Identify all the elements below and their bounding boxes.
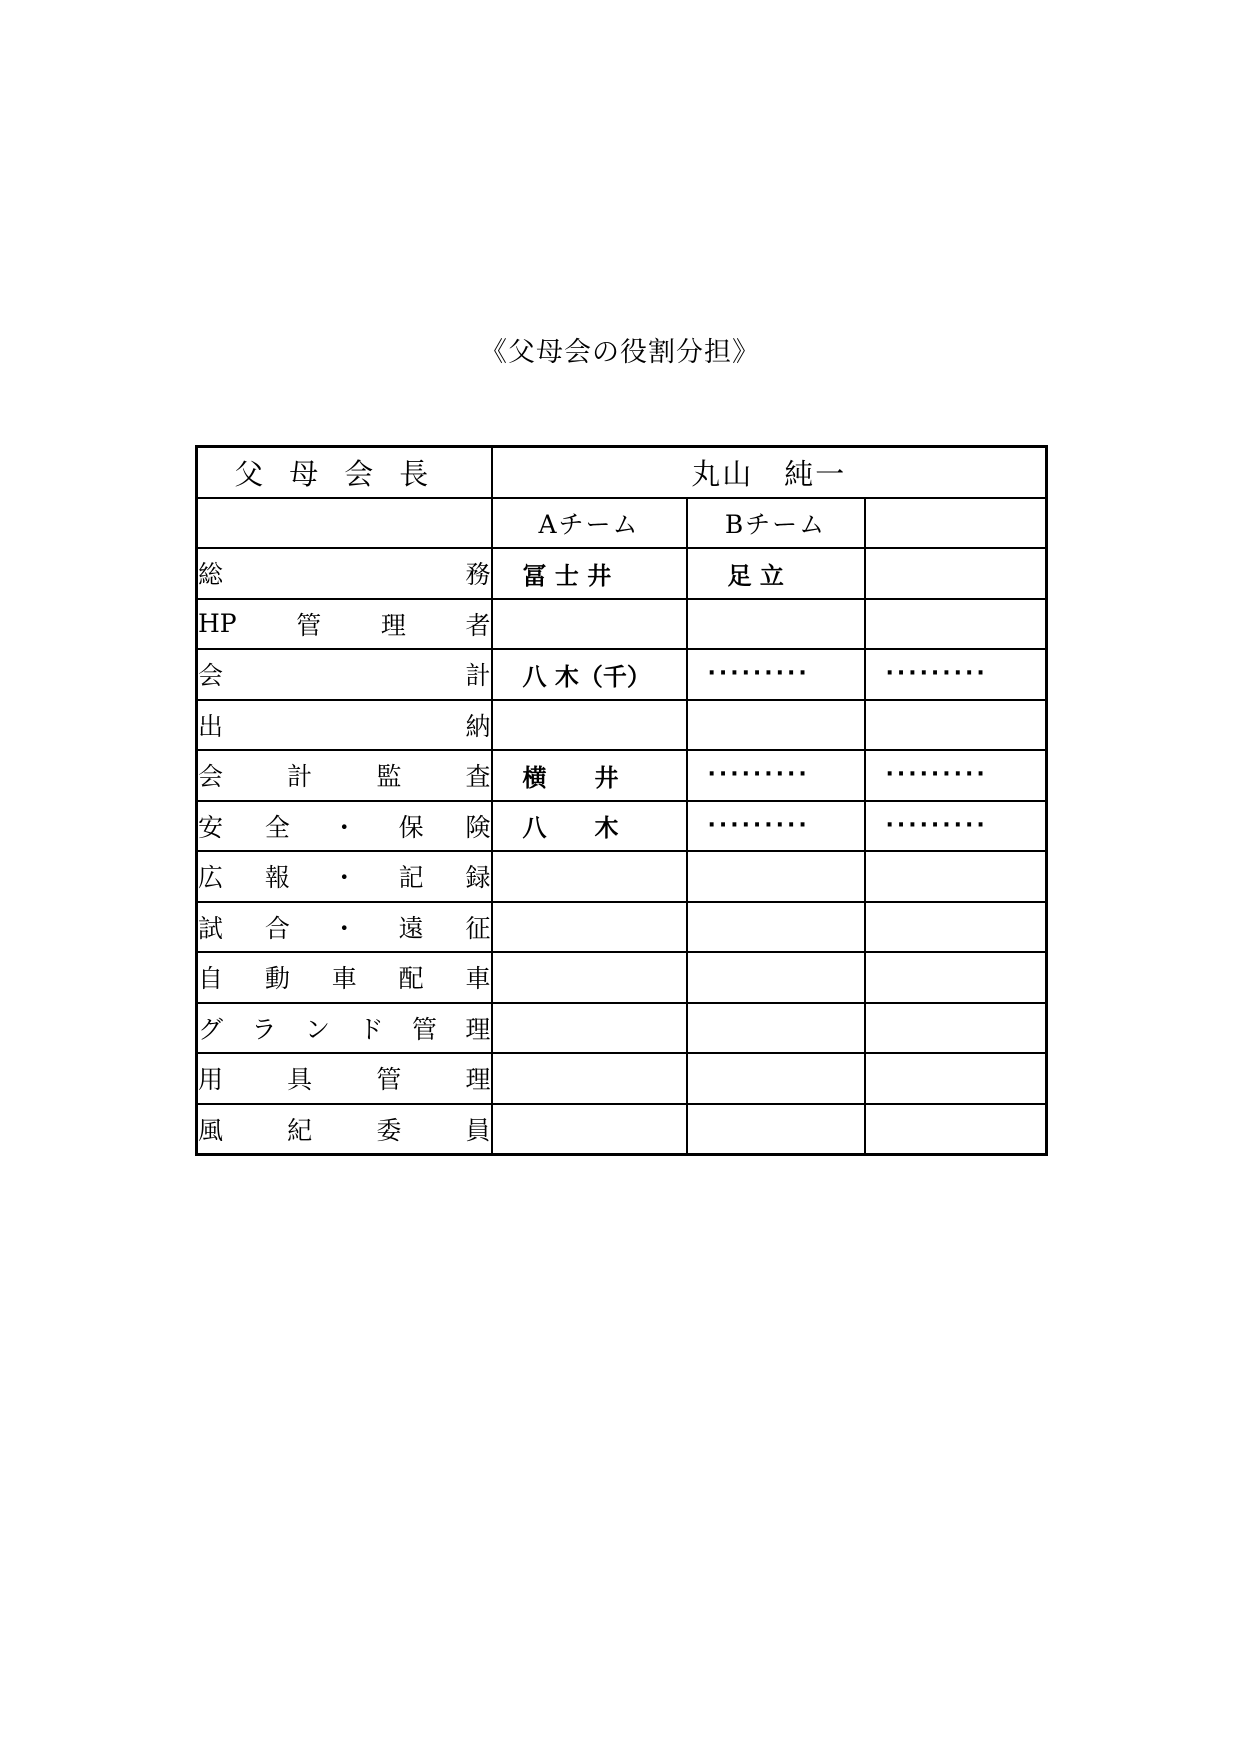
assignee-cell xyxy=(687,599,865,650)
role-name xyxy=(198,606,491,642)
role-char: 管 xyxy=(296,610,322,640)
placeholder-dots: ········· xyxy=(885,812,988,838)
table-row xyxy=(197,1104,1047,1155)
assignee-cell xyxy=(492,952,687,1003)
role-char: ン xyxy=(304,1014,330,1044)
role-char: 計 xyxy=(287,762,313,792)
role-char: 車 xyxy=(465,964,491,994)
assignee-name: 横 井 xyxy=(522,763,619,792)
role-name-cell xyxy=(197,902,492,953)
role-char: 自 xyxy=(198,964,224,994)
role-char: 理 xyxy=(465,1065,491,1095)
role-char: ・ xyxy=(331,863,357,893)
assignee-name: 八 木 xyxy=(522,814,619,843)
role-name xyxy=(198,1111,491,1147)
table-row xyxy=(197,750,1047,801)
role-char: 紀 xyxy=(287,1115,313,1145)
team-c-header xyxy=(865,498,1047,549)
assignee-name: 足 立 xyxy=(727,561,784,590)
role-name-cell xyxy=(197,750,492,801)
role-char: 会 xyxy=(198,762,224,792)
document-title: 《父母会の役割分担》 xyxy=(480,337,760,368)
role-char: 配 xyxy=(398,964,424,994)
chair-row xyxy=(197,447,1047,498)
role-char: 者 xyxy=(465,610,491,640)
role-char: 務 xyxy=(465,560,491,590)
assignee-cell xyxy=(492,851,687,902)
table-row xyxy=(197,801,1047,852)
assignee-cell xyxy=(492,1104,687,1155)
role-char: 査 xyxy=(465,762,491,792)
assignee-cell xyxy=(492,801,687,852)
role-char: 理 xyxy=(465,1014,491,1044)
role-name-cell xyxy=(197,801,492,852)
assignee-cell xyxy=(865,801,1047,852)
assignee-cell xyxy=(687,952,865,1003)
assignee-cell xyxy=(492,649,687,700)
team-header-row xyxy=(197,498,1047,549)
assignee-cell xyxy=(687,851,865,902)
role-char: 員 xyxy=(465,1115,491,1145)
role-char: 遠 xyxy=(398,913,424,943)
assignee-cell xyxy=(865,1104,1047,1155)
role-char: ラ xyxy=(251,1014,277,1044)
role-char: 具 xyxy=(287,1065,313,1095)
assignee-cell xyxy=(492,750,687,801)
assignee-cell xyxy=(865,1053,1047,1104)
assignee-cell xyxy=(492,700,687,751)
role-name xyxy=(198,1010,491,1046)
role-name xyxy=(198,808,491,844)
assignee-cell xyxy=(687,700,865,751)
role-char: 総 xyxy=(198,560,224,590)
role-char: 会 xyxy=(198,661,224,691)
role-char: 理 xyxy=(380,610,406,640)
role-char: 風 xyxy=(198,1115,224,1145)
role-char: 監 xyxy=(376,762,402,792)
role-name-cell xyxy=(197,1053,492,1104)
placeholder-dots: ········· xyxy=(885,762,988,788)
role-name-cell xyxy=(197,1003,492,1054)
role-assignment-table xyxy=(195,445,1048,1156)
role-char: 出 xyxy=(198,711,224,741)
table-row xyxy=(197,548,1047,599)
placeholder-dots: ········· xyxy=(707,661,810,687)
assignee-cell xyxy=(865,1003,1047,1054)
role-char: ド xyxy=(358,1014,384,1044)
role-name-cell xyxy=(197,548,492,599)
assignee-cell xyxy=(865,952,1047,1003)
assignee-cell xyxy=(865,599,1047,650)
assignee-cell xyxy=(492,1053,687,1104)
team-a-header: Aチーム xyxy=(492,498,687,549)
role-char: ・ xyxy=(331,913,357,943)
placeholder-dots: ········· xyxy=(885,661,988,687)
role-name xyxy=(198,1060,491,1096)
chair-name: 丸山 純一 xyxy=(492,447,1047,498)
assignee-cell xyxy=(492,599,687,650)
table-row xyxy=(197,952,1047,1003)
header-empty-cell xyxy=(197,498,492,549)
role-char: グ xyxy=(198,1014,224,1044)
assignee-cell xyxy=(687,1053,865,1104)
assignee-cell xyxy=(865,851,1047,902)
assignee-cell xyxy=(492,1003,687,1054)
role-name-cell xyxy=(197,1104,492,1155)
assignee-cell xyxy=(687,548,865,599)
role-name-cell xyxy=(197,952,492,1003)
role-name-cell xyxy=(197,599,492,650)
role-char: 管 xyxy=(411,1014,437,1044)
role-name xyxy=(198,707,491,743)
assignee-cell xyxy=(687,1003,865,1054)
role-char: 険 xyxy=(465,812,491,842)
placeholder-dots: ········· xyxy=(707,762,810,788)
assignee-cell xyxy=(687,649,865,700)
role-name xyxy=(198,656,491,692)
assignee-cell xyxy=(492,902,687,953)
placeholder-dots: ········· xyxy=(707,812,810,838)
table-row xyxy=(197,902,1047,953)
assignee-cell xyxy=(865,548,1047,599)
role-name-cell xyxy=(197,700,492,751)
team-b-header: Bチーム xyxy=(687,498,865,549)
role-char: 征 xyxy=(465,913,491,943)
role-char: ・ xyxy=(331,812,357,842)
role-char: 全 xyxy=(264,812,290,842)
assignee-cell xyxy=(865,700,1047,751)
role-char: 納 xyxy=(465,711,491,741)
chair-label: 父母会長 xyxy=(197,447,492,498)
table-row xyxy=(197,599,1047,650)
assignee-cell xyxy=(687,801,865,852)
role-char: 車 xyxy=(331,964,357,994)
table-row xyxy=(197,700,1047,751)
assignee-cell xyxy=(492,548,687,599)
role-name xyxy=(198,959,491,995)
role-name xyxy=(198,555,491,591)
assignee-cell xyxy=(865,649,1047,700)
role-char: 管 xyxy=(376,1065,402,1095)
role-name-cell xyxy=(197,649,492,700)
role-char: 録 xyxy=(465,863,491,893)
assignee-cell xyxy=(687,902,865,953)
role-name xyxy=(198,909,491,945)
role-name xyxy=(198,757,491,793)
table-row xyxy=(197,649,1047,700)
role-char: 広 xyxy=(198,863,224,893)
table-row xyxy=(197,1003,1047,1054)
role-char: 保 xyxy=(398,812,424,842)
assignee-name: 冨 士 井 xyxy=(522,561,612,590)
role-char: 合 xyxy=(264,913,290,943)
role-char: 記 xyxy=(398,863,424,893)
role-name xyxy=(198,858,491,894)
assignee-cell xyxy=(865,750,1047,801)
role-char: 報 xyxy=(264,863,290,893)
role-char: 委 xyxy=(376,1115,402,1145)
assignee-name: 八 木（千） xyxy=(522,662,651,691)
role-char: 試 xyxy=(198,913,224,943)
role-char: 計 xyxy=(465,661,491,691)
role-char: HP xyxy=(198,609,237,639)
assignee-cell xyxy=(687,1104,865,1155)
role-char: 用 xyxy=(198,1065,224,1095)
assignee-cell xyxy=(865,902,1047,953)
assignee-cell xyxy=(687,750,865,801)
role-char: 動 xyxy=(264,964,290,994)
role-name-cell xyxy=(197,851,492,902)
role-char: 安 xyxy=(198,812,224,842)
table-row xyxy=(197,1053,1047,1104)
table-row xyxy=(197,851,1047,902)
